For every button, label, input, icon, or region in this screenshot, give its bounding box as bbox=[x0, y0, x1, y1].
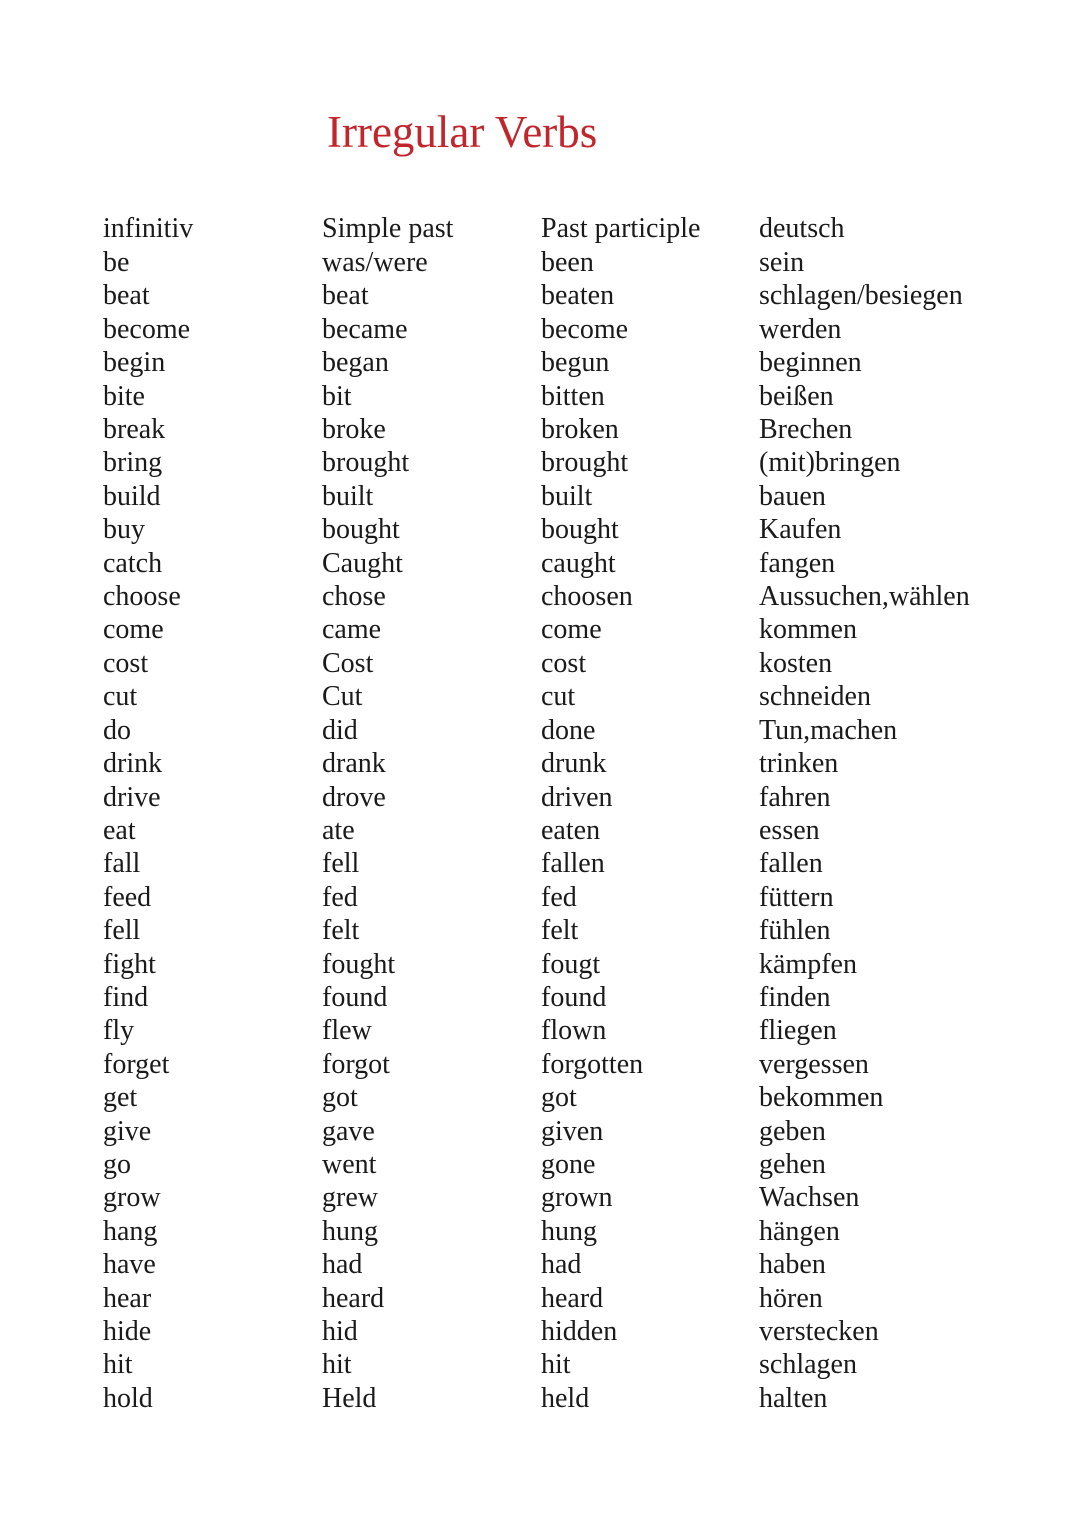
cell-past-participle: bitten bbox=[541, 380, 605, 412]
cell-german: bekommen bbox=[759, 1082, 884, 1114]
table-row bbox=[103, 413, 989, 446]
cell-infinitive: hang bbox=[103, 1215, 158, 1247]
cell-german: halten bbox=[759, 1382, 828, 1414]
cell-infinitive: hide bbox=[103, 1316, 152, 1347]
cell-past-participle: given bbox=[541, 1115, 604, 1147]
table-row bbox=[103, 1014, 989, 1047]
cell-past-participle: hit bbox=[541, 1349, 571, 1381]
cell-past-participle: forgotten bbox=[541, 1048, 644, 1080]
cell-infinitive: break bbox=[103, 414, 166, 446]
cell-simple-past: had bbox=[322, 1249, 363, 1281]
cell-german: Aussuchen,wählen bbox=[759, 581, 970, 613]
table-row bbox=[103, 948, 989, 981]
cell-infinitive: build bbox=[103, 480, 161, 512]
cell-simple-past: came bbox=[322, 614, 382, 646]
cell-german: werden bbox=[759, 313, 842, 345]
page-title: Irregular Verbs bbox=[327, 107, 598, 157]
cell-simple-past: flew bbox=[322, 1015, 372, 1047]
cell-german: gehen bbox=[759, 1148, 826, 1180]
table-row bbox=[103, 613, 989, 646]
cell-simple-past: Cost bbox=[322, 647, 374, 679]
cell-infinitive: drink bbox=[103, 748, 163, 780]
irregular-verbs-table bbox=[103, 212, 989, 1415]
table-header-row bbox=[103, 212, 989, 246]
cell-german: trinken bbox=[759, 748, 839, 780]
cell-simple-past: beat bbox=[322, 280, 369, 312]
cell-simple-past: began bbox=[322, 347, 389, 379]
cell-past-participle: come bbox=[541, 614, 602, 646]
cell-simple-past: drove bbox=[322, 781, 386, 813]
cell-infinitive: eat bbox=[103, 814, 136, 846]
cell-german: finden bbox=[759, 981, 831, 1013]
cell-simple-past: Cut bbox=[322, 681, 363, 713]
cell-simple-past: bit bbox=[322, 380, 352, 412]
cell-german: verstecken bbox=[759, 1316, 879, 1347]
cell-german: Brechen bbox=[759, 414, 853, 446]
header-infinitive: infinitiv bbox=[103, 213, 194, 244]
cell-simple-past: Held bbox=[322, 1382, 377, 1414]
table-row bbox=[103, 246, 989, 279]
cell-infinitive: fight bbox=[103, 948, 156, 980]
cell-past-participle: had bbox=[541, 1249, 582, 1281]
cell-simple-past: brought bbox=[322, 447, 410, 479]
cell-german: kommen bbox=[759, 614, 857, 646]
table-row bbox=[103, 380, 989, 413]
cell-past-participle: fallen bbox=[541, 848, 605, 880]
cell-infinitive: fly bbox=[103, 1015, 135, 1047]
table-row bbox=[103, 1315, 989, 1348]
table-row bbox=[103, 313, 989, 346]
cell-german: füttern bbox=[759, 881, 834, 913]
cell-infinitive: find bbox=[103, 981, 149, 1013]
cell-german: haben bbox=[759, 1249, 826, 1281]
cell-simple-past: heard bbox=[322, 1282, 385, 1314]
cell-past-participle: bought bbox=[541, 514, 619, 546]
cell-simple-past: found bbox=[322, 981, 388, 1013]
cell-past-participle: eaten bbox=[541, 814, 601, 846]
cell-past-participle: got bbox=[541, 1082, 577, 1114]
table-row bbox=[103, 1282, 989, 1315]
cell-simple-past: hit bbox=[322, 1349, 352, 1381]
cell-german: fühlen bbox=[759, 915, 831, 947]
cell-simple-past: did bbox=[322, 714, 358, 746]
table-row bbox=[103, 914, 989, 947]
cell-simple-past: Caught bbox=[322, 547, 403, 579]
cell-infinitive: hear bbox=[103, 1282, 152, 1314]
cell-past-participle: broken bbox=[541, 414, 619, 446]
cell-past-participle: fed bbox=[541, 881, 577, 913]
cell-simple-past: bought bbox=[322, 514, 400, 546]
table-row bbox=[103, 847, 989, 880]
table-row bbox=[103, 747, 989, 780]
cell-past-participle: felt bbox=[541, 915, 579, 947]
cell-infinitive: bite bbox=[103, 380, 145, 412]
cell-infinitive: drive bbox=[103, 781, 161, 813]
cell-infinitive: get bbox=[103, 1082, 138, 1114]
cell-simple-past: went bbox=[322, 1148, 377, 1180]
cell-german: Wachsen bbox=[759, 1182, 860, 1214]
cell-german: beißen bbox=[759, 380, 834, 412]
cell-simple-past: got bbox=[322, 1082, 358, 1114]
cell-past-participle: flown bbox=[541, 1015, 607, 1047]
cell-simple-past: became bbox=[322, 313, 408, 345]
cell-infinitive: beat bbox=[103, 280, 150, 312]
cell-german: essen bbox=[759, 814, 820, 846]
cell-past-participle: been bbox=[541, 247, 594, 278]
cell-infinitive: come bbox=[103, 614, 164, 646]
cell-past-participle: become bbox=[541, 313, 629, 345]
cell-simple-past: hung bbox=[322, 1215, 378, 1247]
cell-german: fallen bbox=[759, 848, 823, 880]
cell-past-participle: heard bbox=[541, 1282, 604, 1314]
cell-german: bauen bbox=[759, 480, 826, 512]
cell-german: hängen bbox=[759, 1215, 840, 1247]
cell-infinitive: hold bbox=[103, 1382, 153, 1414]
table-row bbox=[103, 1248, 989, 1281]
table-row bbox=[103, 346, 989, 379]
cell-german: kosten bbox=[759, 647, 833, 679]
cell-past-participle: choosen bbox=[541, 581, 633, 613]
cell-simple-past: fed bbox=[322, 881, 358, 913]
table-row bbox=[103, 513, 989, 546]
cell-simple-past: felt bbox=[322, 915, 360, 947]
cell-infinitive: choose bbox=[103, 581, 181, 613]
cell-simple-past: forgot bbox=[322, 1048, 390, 1080]
cell-infinitive: feed bbox=[103, 881, 152, 913]
cell-simple-past: drank bbox=[322, 748, 386, 780]
cell-infinitive: cut bbox=[103, 681, 138, 713]
cell-infinitive: grow bbox=[103, 1182, 161, 1214]
table-row bbox=[103, 714, 989, 747]
cell-past-participle: hung bbox=[541, 1215, 597, 1247]
table-row bbox=[103, 1181, 989, 1214]
cell-past-participle: hidden bbox=[541, 1316, 618, 1347]
cell-infinitive: forget bbox=[103, 1048, 170, 1080]
cell-german: Kaufen bbox=[759, 514, 842, 546]
cell-past-participle: grown bbox=[541, 1182, 613, 1214]
cell-simple-past: ate bbox=[322, 814, 355, 846]
table-row bbox=[103, 647, 989, 680]
cell-german: fliegen bbox=[759, 1015, 837, 1047]
cell-past-participle: drunk bbox=[541, 748, 607, 780]
table-row bbox=[103, 781, 989, 814]
cell-simple-past: chose bbox=[322, 581, 386, 613]
cell-german: hören bbox=[759, 1282, 823, 1314]
cell-simple-past: gave bbox=[322, 1115, 375, 1147]
table-row bbox=[103, 480, 989, 513]
table-row bbox=[103, 279, 989, 312]
cell-simple-past: fought bbox=[322, 948, 396, 980]
cell-infinitive: go bbox=[103, 1148, 131, 1180]
header-simple-past: Simple past bbox=[322, 213, 454, 244]
cell-infinitive: do bbox=[103, 714, 131, 746]
table-row bbox=[103, 881, 989, 914]
cell-past-participle: cut bbox=[541, 681, 576, 713]
table-row bbox=[103, 1382, 989, 1415]
cell-infinitive: be bbox=[103, 247, 130, 278]
cell-past-participle: brought bbox=[541, 447, 629, 479]
cell-past-participle: done bbox=[541, 714, 596, 746]
header-german: deutsch bbox=[759, 213, 845, 244]
cell-simple-past: was/were bbox=[322, 247, 428, 278]
cell-infinitive: give bbox=[103, 1115, 152, 1147]
table-row bbox=[103, 680, 989, 713]
table-row bbox=[103, 1081, 989, 1114]
cell-past-participle: held bbox=[541, 1382, 590, 1414]
cell-past-participle: driven bbox=[541, 781, 613, 813]
table-row bbox=[103, 1048, 989, 1081]
cell-german: vergessen bbox=[759, 1048, 869, 1080]
cell-german: sein bbox=[759, 247, 805, 278]
cell-german: fahren bbox=[759, 781, 831, 813]
cell-infinitive: begin bbox=[103, 347, 166, 379]
table-row bbox=[103, 814, 989, 847]
cell-infinitive: have bbox=[103, 1249, 156, 1281]
cell-simple-past: fell bbox=[322, 848, 360, 880]
table-row bbox=[103, 580, 989, 613]
table-row bbox=[103, 547, 989, 580]
header-past-participle: Past participle bbox=[541, 213, 701, 244]
table-body bbox=[103, 246, 989, 1415]
table-row bbox=[103, 981, 989, 1014]
cell-infinitive: become bbox=[103, 313, 191, 345]
cell-german: schlagen bbox=[759, 1349, 857, 1381]
cell-past-participle: gone bbox=[541, 1148, 596, 1180]
cell-infinitive: fall bbox=[103, 848, 141, 880]
cell-past-participle: beaten bbox=[541, 280, 615, 312]
cell-german: geben bbox=[759, 1115, 826, 1147]
cell-infinitive: catch bbox=[103, 547, 163, 579]
cell-german: fangen bbox=[759, 547, 836, 579]
cell-german: kämpfen bbox=[759, 948, 857, 980]
cell-german: schlagen/besiegen bbox=[759, 280, 963, 312]
cell-past-participle: begun bbox=[541, 347, 610, 379]
cell-infinitive: hit bbox=[103, 1349, 133, 1381]
cell-past-participle: fougt bbox=[541, 948, 601, 980]
cell-infinitive: buy bbox=[103, 514, 145, 546]
cell-simple-past: hid bbox=[322, 1316, 358, 1347]
cell-past-participle: cost bbox=[541, 647, 587, 679]
cell-german: (mit)bringen bbox=[759, 447, 901, 479]
cell-simple-past: grew bbox=[322, 1182, 378, 1214]
cell-infinitive: fell bbox=[103, 915, 141, 947]
cell-past-participle: caught bbox=[541, 547, 616, 579]
cell-simple-past: built bbox=[322, 480, 374, 512]
table-row bbox=[103, 446, 989, 479]
cell-past-participle: built bbox=[541, 480, 593, 512]
cell-past-participle: found bbox=[541, 981, 607, 1013]
cell-german: Tun,machen bbox=[759, 714, 898, 746]
cell-german: schneiden bbox=[759, 681, 871, 713]
cell-infinitive: bring bbox=[103, 447, 163, 479]
table-row bbox=[103, 1215, 989, 1248]
table-row bbox=[103, 1115, 989, 1148]
table-row bbox=[103, 1348, 989, 1381]
cell-infinitive: cost bbox=[103, 647, 149, 679]
table-row bbox=[103, 1148, 989, 1181]
cell-simple-past: broke bbox=[322, 414, 386, 446]
cell-german: beginnen bbox=[759, 347, 862, 379]
